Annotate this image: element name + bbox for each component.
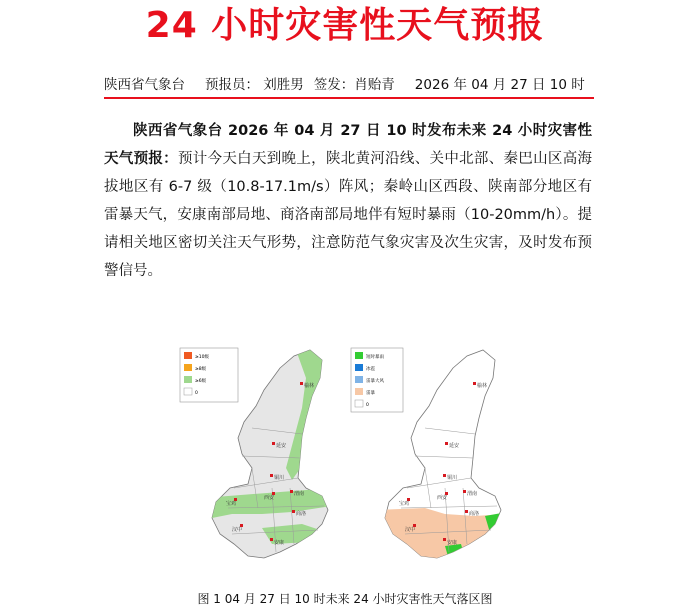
- svg-text:渭南: 渭南: [467, 491, 478, 497]
- forecast-paragraph: [104, 117, 592, 285]
- svg-text:冰雹: 冰雹: [366, 367, 375, 372]
- svg-text:铜川: 铜川: [274, 475, 285, 481]
- issuance-info: [104, 76, 594, 94]
- svg-text:≥10级: ≥10级: [195, 355, 209, 360]
- svg-text:延安: 延安: [276, 443, 287, 449]
- forecast-text: 预计今天白天到晚上，陕北黄河沿线、关中北部、秦巴山区高海拔地区有 6-7 级（10.8-17.1m/s）阵风；秦岭山区西段、陕南部分地区有雷暴天气，安康南部局地、商洛南部局地伴有短时暴雨（10-20mm/h）。提请相关地区密切关注天气形势，注意防范气象灾害及次生灾害，及时发布预警信号。: [104, 151, 592, 279]
- svg-text:汉中: 汉中: [232, 527, 243, 533]
- map-legend: [180, 348, 238, 402]
- svg-text:宝鸡: 宝鸡: [399, 501, 410, 507]
- agency-name: 陕西省气象台: [104, 77, 185, 93]
- svg-text:短时暴雨: 短时暴雨: [366, 355, 384, 360]
- svg-text:西安: 西安: [264, 495, 275, 501]
- svg-text:西安: 西安: [437, 495, 448, 501]
- svg-text:榆林: 榆林: [477, 383, 488, 389]
- svg-text:商洛: 商洛: [469, 511, 480, 517]
- svg-text:≥6级: ≥6级: [195, 379, 207, 384]
- thunderstorm-map: [345, 338, 570, 578]
- svg-text:安康: 安康: [447, 540, 458, 546]
- forecaster: 预报员： 刘胜男: [205, 77, 304, 93]
- svg-text:渭南: 渭南: [294, 491, 305, 497]
- svg-text:雷暴大风: 雷暴大风: [366, 379, 384, 384]
- svg-text:安康: 安康: [274, 540, 285, 546]
- svg-text:≥8级: ≥8级: [195, 367, 207, 372]
- svg-text:延安: 延安: [449, 443, 460, 449]
- map-legend: [351, 348, 403, 412]
- issuer: 签发：肖贻青: [313, 77, 395, 93]
- svg-text:榆林: 榆林: [304, 383, 315, 389]
- figure-caption: 图 1 04 月 27 日 10 时未来 24 小时灾害性天气落区图: [197, 592, 493, 606]
- svg-text:商洛: 商洛: [296, 511, 307, 517]
- svg-text:宝鸡: 宝鸡: [226, 501, 237, 507]
- svg-text:0: 0: [195, 391, 198, 396]
- page-title: 24 小时灾害性天气预报: [145, 5, 545, 46]
- red-divider: [104, 97, 594, 99]
- issue-datetime: 2026 年 04 月 27 日 10 时: [414, 77, 585, 93]
- forecast-lead: 陕西省气象台 2026 年 04 月 27 日 10 时发布未来 24 小时灾害性天气预报：: [104, 123, 592, 167]
- svg-text:雷暴: 雷暴: [366, 391, 375, 396]
- svg-text:铜川: 铜川: [447, 475, 458, 481]
- svg-text:0: 0: [366, 403, 369, 408]
- svg-text:汉中: 汉中: [405, 527, 416, 533]
